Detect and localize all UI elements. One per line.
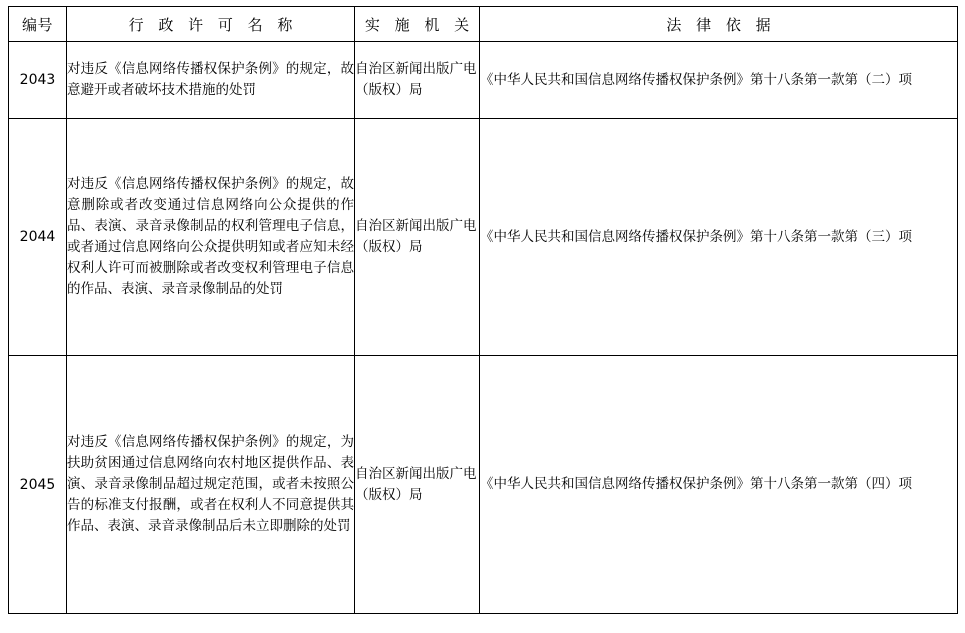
header-row [9, 7, 958, 42]
table-row [9, 119, 958, 356]
row-permit-name: 对违反《信息网络传播权保护条例》的规定，故意删除或者改变通过信息网络向公众提供的作品、表演、录音录像制品的权利管理电子信息，或者通过信息网络向公众提供明知或者应知未经权利人许可而被删除或者改变权利管理电子信息的作品、表演、录音录像制品的处罚 [67, 119, 355, 356]
row-permit-name: 对违反《信息网络传播权保护条例》的规定，故意避开或者破坏技术措施的处罚 [67, 42, 355, 119]
table-body [9, 42, 958, 614]
header-cell-law [480, 7, 958, 42]
row-legal-basis: 《中华人民共和国信息网络传播权保护条例》第十八条第一款第（四）项 [480, 356, 958, 614]
header-label-no: 编号 [21, 15, 53, 34]
row-number: 2045 [9, 356, 67, 614]
header-label-law: 法 律 依 据 [666, 15, 776, 34]
row-permit-name: 对违反《信息网络传播权保护条例》的规定，为扶助贫困通过信息网络向农村地区提供作品、表演、录音录像制品超过规定范围，或者未按照公告的标准支付报酬，或者在权利人不同意提供其作品、表演、录音录像制品后未立即删除的处罚 [67, 356, 355, 614]
row-organization: 自治区新闻出版广电（版权）局 [355, 42, 480, 119]
administrative-permit-table [8, 6, 958, 614]
row-legal-basis: 《中华人民共和国信息网络传播权保护条例》第十八条第一款第（二）项 [480, 42, 958, 119]
table-row [9, 42, 958, 119]
row-organization: 自治区新闻出版广电（版权）局 [355, 356, 480, 614]
header-cell-name [67, 7, 355, 42]
table-row [9, 356, 958, 614]
header-label-name: 行 政 许 可 名 称 [128, 15, 298, 34]
row-legal-basis: 《中华人民共和国信息网络传播权保护条例》第十八条第一款第（三）项 [480, 119, 958, 356]
header-cell-org [355, 7, 480, 42]
header-label-org: 实 施 机 关 [364, 15, 475, 34]
row-number: 2043 [9, 42, 67, 119]
row-number: 2044 [9, 119, 67, 356]
table-header [9, 7, 958, 42]
header-cell-no [9, 7, 67, 42]
row-organization: 自治区新闻出版广电（版权）局 [355, 119, 480, 356]
